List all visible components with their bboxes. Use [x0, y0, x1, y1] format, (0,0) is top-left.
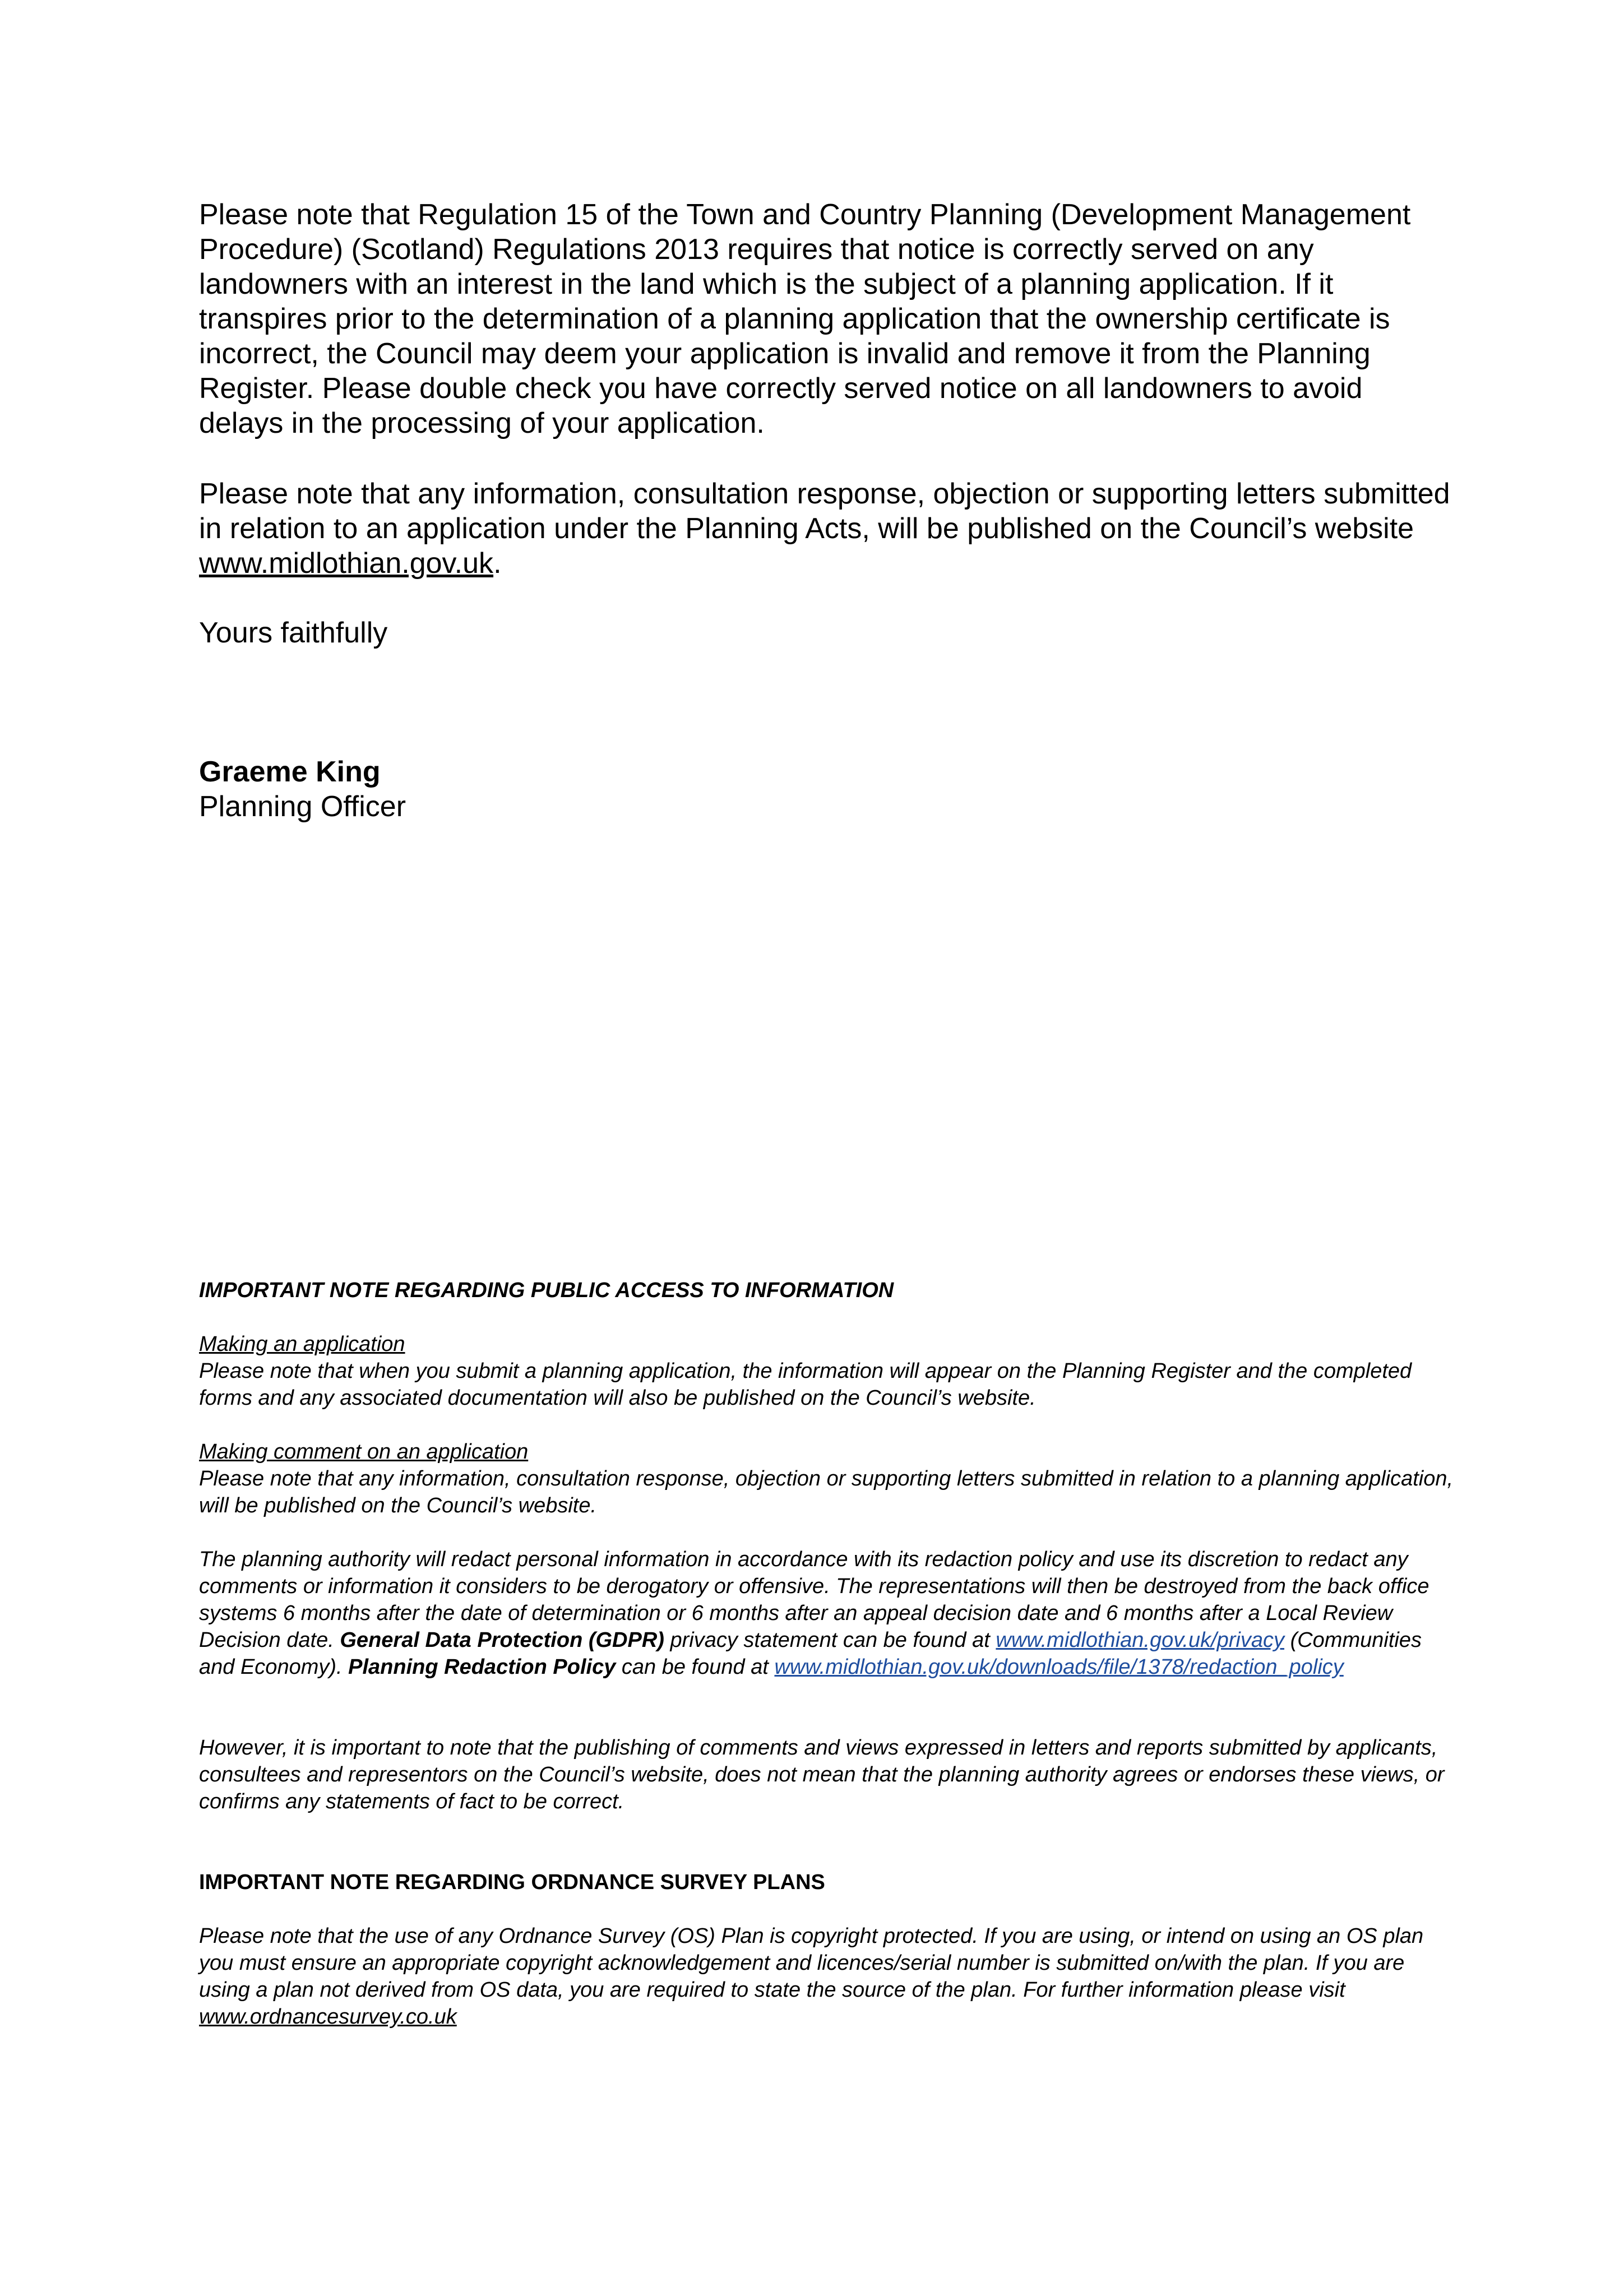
redaction-policy-link[interactable]: www.midlothian.gov.uk/downloads/file/1378/redaction_policy: [774, 1655, 1344, 1679]
council-website-link[interactable]: www.midlothian.gov.uk: [199, 547, 494, 580]
however-paragraph: However, it is important to note that the publishing of comments and views expressed in letters and reports submitted by applicants, consultees and representors on the Council’s website, does not mean that the planning authority agrees or endorses these views, or confirms any statements of fact to be correct.: [199, 1736, 1445, 1813]
public-access-heading: IMPORTANT NOTE REGARDING PUBLIC ACCESS TO INFORMATION: [199, 1279, 894, 1302]
gdpr-label: General Data Protection (GDPR): [340, 1628, 664, 1652]
redaction-policy-label: Planning Redaction Policy: [348, 1655, 616, 1679]
publication-paragraph: [199, 476, 1455, 581]
publication-paragraph-text: Please note that any information, consultation response, objection or supporting letters submitted in relation to an application under the Planning Acts, will be published on the Council’s website: [199, 478, 1450, 545]
regulation-paragraph: Please note that Regulation 15 of the Town and Country Planning (Development Management Procedure) (Scotland) Regulations 2013 requires that notice is correctly served on any landowners with an interest in the land which is the subject of a planning application. If it transpires prior to the determination of a planning application that the ownership certificate is incorrect, the Council may deem your application is invalid and remove it from the Planning Register. Please double check you have correctly served notice on all landowners to avoid delays in the processing of your application.: [199, 198, 1411, 439]
privacy-link[interactable]: www.midlothian.gov.uk/privacy: [996, 1628, 1285, 1652]
os-plans-heading: IMPORTANT NOTE REGARDING ORDNANCE SURVEY PLANS: [199, 1871, 825, 1894]
publication-paragraph-end: .: [493, 547, 502, 580]
redaction-text-2: privacy statement can be found at: [664, 1628, 996, 1652]
making-application-section: [199, 1331, 1455, 1411]
closing-line: Yours faithfully: [199, 617, 388, 649]
making-comment-text: Please note that any information, consultation response, objection or supporting letters submitted in relation to a planning application, will be published on the Council’s website.: [199, 1467, 1454, 1517]
making-comment-section: [199, 1438, 1455, 1519]
redaction-text-3: (Communities and Economy).: [199, 1628, 1422, 1679]
redaction-paragraph: [199, 1546, 1455, 1681]
ordnance-survey-link[interactable]: www.ordnancesurvey.co.uk: [199, 2005, 457, 2029]
os-plans-text: Please note that the use of any Ordnance Survey (OS) Plan is copyright protected. If you are using, or intend on using an OS plan you must ensure an appropriate copyright acknowledgement and licences/serial number is submitted on/with the plan. If you are using a plan not derived from OS data, you are required to state the source of the plan. For further information please visit: [199, 1924, 1424, 2002]
making-application-title: Making an application: [199, 1332, 405, 1356]
os-plans-paragraph: [199, 1923, 1455, 2030]
making-application-text: Please note that when you submit a planning application, the information will appear on the Planning Register and the completed forms and any associated documentation will also be published on the Council’s website.: [199, 1359, 1412, 1410]
signature-name: Graeme King: [199, 756, 381, 788]
redaction-text-1: The planning authority will redact personal information in accordance with its redaction policy and use its discretion to redact any comments or information it considers to be derogatory or offensive. The representations will then be destroyed from the back office systems 6 months after the date of determination or 6 months after an appeal decision date and 6 months after a Local Review Decision date.: [199, 1548, 1429, 1652]
making-comment-title: Making comment on an application: [199, 1440, 529, 1464]
redaction-text-4: can be found at: [616, 1655, 775, 1679]
signature-title: Planning Officer: [199, 790, 406, 823]
